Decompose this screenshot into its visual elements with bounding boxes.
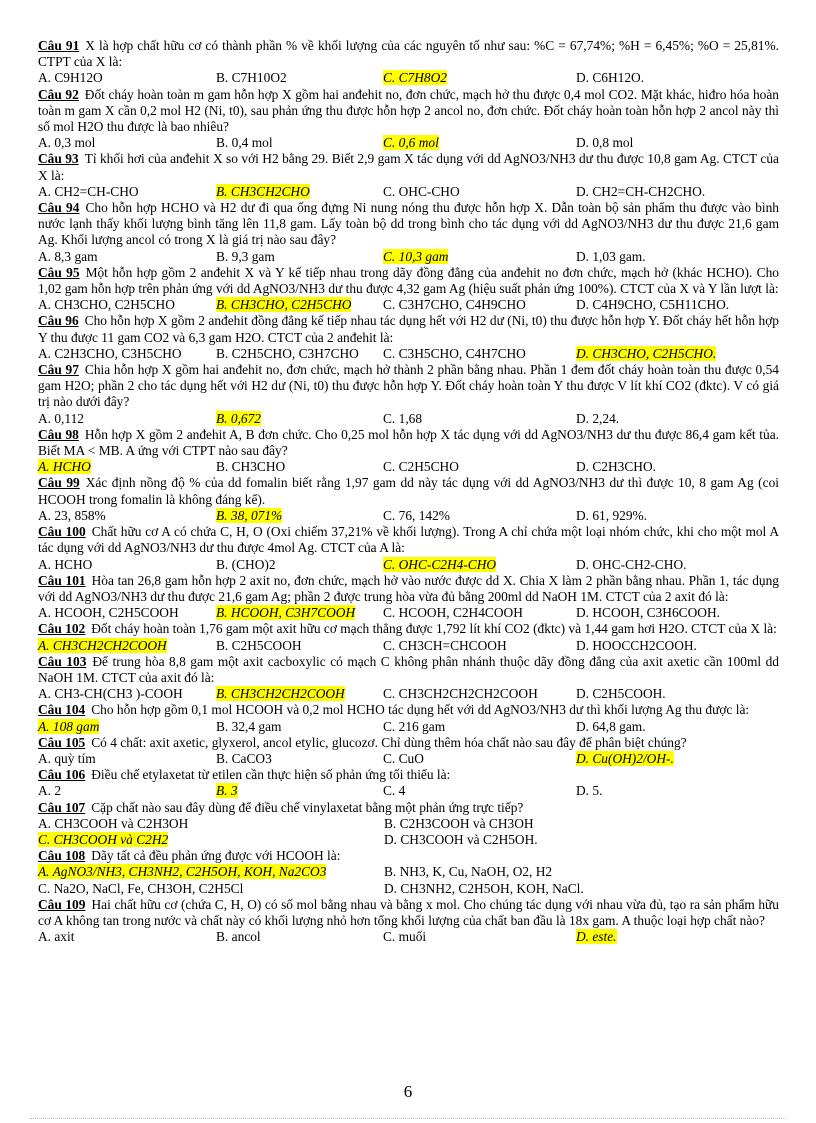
answer-option (38, 719, 216, 735)
question-text: Cho hỗn hợp gồm 0,1 mol HCOOH và 0,2 mol HCHO tác dụng hết với dd AgNO3/NH3 dư thì khối lượng Ag thu được là: (91, 702, 750, 718)
question-number: Câu 92 (38, 86, 79, 102)
answer-option (384, 832, 730, 848)
answer-option (38, 346, 216, 362)
question-93 (38, 151, 779, 200)
answer-option (38, 929, 216, 945)
option-text: D. HCOOH, C3H6COOH. (576, 605, 720, 621)
correct-answer-highlight: C. 10,3 gam (383, 248, 449, 264)
correct-answer-highlight: B. CH3CH2CH2COOH (216, 686, 345, 702)
answer-option (576, 508, 779, 524)
question-91 (38, 38, 779, 87)
answer-option (576, 751, 779, 767)
option-text: B. CaCO3 (216, 750, 272, 766)
question-98 (38, 427, 779, 476)
answer-option (576, 297, 779, 313)
answer-option (38, 135, 216, 151)
option-text: B. NH3, K, Cu, NaOH, O2, H2 (384, 864, 553, 880)
correct-answer-highlight: C. CH3COOH và C2H2 (38, 831, 169, 847)
option-text: D. 0,8 mol (576, 135, 634, 151)
question-number: Câu 93 (38, 151, 79, 167)
question-number: Câu 91 (38, 38, 80, 53)
question-96 (38, 313, 779, 362)
option-text: B. 32,4 gam (216, 718, 282, 734)
question-102 (38, 621, 779, 653)
option-text: A. 0,3 mol (38, 135, 96, 151)
question-number: Câu 98 (38, 426, 79, 442)
answer-option (383, 297, 576, 313)
question-text: Cặp chất nào sau đây dùng để điều chế vinylaxetat bằng một phản ứng trực tiếp? (91, 799, 524, 815)
correct-answer-highlight: B. 38, 071% (216, 507, 283, 523)
correct-answer-highlight: B. CH3CHO, C2H5CHO (216, 297, 352, 313)
answer-option (383, 459, 576, 475)
question-text: X là hợp chất hữu cơ có thành phần % về khối lượng của các nguyên tố như sau: %C = 67,74%; %H = 6,45%; %O = 25,81%. CTPT của X là: (38, 38, 779, 70)
answer-option (216, 719, 383, 735)
question-number: Câu 106 (38, 767, 86, 783)
answer-option (216, 686, 383, 702)
option-text: C. 1,68 (383, 410, 423, 426)
question-text: Cho hỗn hợp X gồm 2 anđehit đồng đẳng kế tiếp nhau tác dụng hết với H2 dư (Ni, t0) thu được hỗn hợp Y. Đốt cháy hết hỗn hợp Y thu được 11 gam CO2 và 6,3 gam H2O. CTCT của 2 anđehit là: (38, 313, 779, 345)
question-109 (38, 897, 779, 946)
option-text: A. HCOOH, C2H5COOH (38, 605, 179, 621)
option-text: B. (CHO)2 (216, 556, 276, 572)
question-list (38, 38, 779, 945)
option-text: B. CH3CHO (216, 459, 286, 475)
option-text: C. 4 (383, 783, 406, 799)
option-text: C. OHC-CHO (383, 183, 460, 199)
option-text: C. HCOOH, C2H4COOH (383, 605, 523, 621)
option-text: A. 0,112 (38, 410, 84, 426)
answer-option (38, 557, 216, 573)
option-text: D. 2,24. (576, 410, 620, 426)
option-text: A. 23, 858% (38, 507, 106, 523)
answer-option (38, 751, 216, 767)
answer-option (383, 719, 576, 735)
question-103 (38, 654, 779, 703)
question-94 (38, 200, 779, 265)
answer-option (383, 751, 576, 767)
option-text: C. CuO (383, 750, 424, 766)
answer-option (216, 459, 383, 475)
answer-option (576, 605, 779, 621)
answer-option (216, 929, 383, 945)
option-text: C. CH3CH=CHCOOH (383, 637, 507, 653)
question-92 (38, 87, 779, 152)
option-text: D. C4H9CHO, C5H11CHO. (576, 297, 730, 313)
question-number: Câu 99 (38, 475, 80, 491)
answer-option (576, 135, 779, 151)
question-number: Câu 95 (38, 264, 80, 280)
page-number: 6 (403, 1082, 413, 1101)
answer-option (38, 249, 216, 265)
answer-option (38, 686, 216, 702)
answer-option (216, 297, 383, 313)
answer-option (383, 346, 576, 362)
answer-option (216, 249, 383, 265)
option-text: A. CH3CHO, C2H5CHO (38, 297, 175, 313)
question-number: Câu 108 (38, 848, 86, 864)
option-text: C. 76, 142% (383, 507, 450, 523)
option-text: C. C3H7CHO, C4H9CHO (383, 297, 526, 313)
answer-option (38, 783, 216, 799)
option-text: D. CH3NH2, C2H5OH, KOH, NaCl. (384, 880, 584, 896)
correct-answer-highlight: A. CH3CH2CH2COOH (38, 637, 167, 653)
option-text: D. C2H5COOH. (576, 686, 666, 702)
answer-option (383, 135, 576, 151)
option-text: D. 5. (576, 783, 603, 799)
answer-option (383, 605, 576, 621)
question-text: Đốt cháy hoàn toàn m gam hỗn hợp X gồm hai anđehit no, đơn chức, mạch hở thu được 0,4 mol CO2. Mặt khác, hiđro hóa hoàn toàn m gam X cần 0,2 mol H2 (Ni, t0), sau phản ứng thu được hỗn hợp 2 ancol no, đơn chức. Đốt cháy hoàn toàn hỗn hợp 2 ancol này thì số mol H2O thu được là bao nhiêu? (38, 86, 779, 135)
question-number: Câu 102 (38, 621, 86, 637)
answer-option (383, 557, 576, 573)
answer-option (383, 508, 576, 524)
answer-option (38, 605, 216, 621)
question-text: Tỉ khối hơi của anđehit X so với H2 bằng 29. Biết 2,9 gam X tác dụng với dd AgNO3/NH3 dư thu được 10,8 gam Ag. CTCT của X là: (38, 151, 779, 183)
option-text: D. C2H3CHO. (576, 459, 656, 475)
answer-option (216, 346, 383, 362)
answer-option (216, 135, 383, 151)
correct-answer-highlight: D. CH3CHO, C2H5CHO. (576, 345, 717, 361)
option-text: D. CH3COOH và C2H5OH. (384, 831, 538, 847)
question-number: Câu 105 (38, 734, 86, 750)
option-text: A. C2H3CHO, C3H5CHO (38, 345, 182, 361)
option-text: C. Na2O, NaCl, Fe, CH3OH, C2H5Cl (38, 880, 244, 896)
answer-option (216, 751, 383, 767)
answer-option (576, 929, 779, 945)
answer-option (576, 459, 779, 475)
answer-option (576, 719, 779, 735)
answer-option (576, 184, 779, 200)
option-text: A. 2 (38, 783, 62, 799)
option-text: D. 64,8 gam. (576, 718, 646, 734)
option-text: A. 8,3 gam (38, 248, 98, 264)
answer-option (38, 411, 216, 427)
question-text: Chia hỗn hợp X gồm hai anđehit no, đơn chức, mạch hở thành 2 phần bằng nhau. Phần 1 đem đốt cháy hoàn toàn thu được 0,54 gam H2O; phần 2 cho tác dụng hết với H2 dư (Ni, t0) thu được hỗn hợp Y. Đốt cháy hoàn toàn Y thu được V lít khí CO2 (đktc). V có giá trị nào dưới đây? (38, 362, 779, 410)
question-number: Câu 96 (38, 313, 79, 329)
option-text: A. quỳ tím (38, 750, 96, 766)
correct-answer-highlight: B. CH3CH2CHO (216, 183, 310, 199)
answer-option (38, 508, 216, 524)
question-text: Xác định nồng độ % của dd fomalin biết rằng 1,97 gam dd này tác dụng với dd AgNO3/NH3 dư thì được 10, 8 gam Ag (coi HCOOH trong fomalin là không đáng kể). (38, 475, 779, 507)
correct-answer-highlight: B. HCOOH, C3H7COOH (216, 605, 356, 621)
question-95 (38, 265, 779, 314)
option-text: A. CH3COOH và C2H3OH (38, 815, 189, 831)
answer-option (216, 411, 383, 427)
answer-option (383, 70, 576, 86)
question-text: Hỗn hợp X gồm 2 anđehit A, B đơn chức. Cho 0,25 mol hỗn hợp X tác dụng với dd AgNO3/NH3 dư thu được 86,4 gam kết tủa. Biết MA < MB. A ứng với CTPT nào sau đây? (38, 426, 779, 459)
correct-answer-highlight: C. OHC-C2H4-CHO (383, 556, 497, 572)
answer-option (38, 638, 216, 654)
answer-option (383, 638, 576, 654)
correct-answer-highlight: B. 0,672 (216, 410, 262, 426)
question-text: Điều chế etylaxetat từ etilen cần thực hiện số phản ứng tối thiểu là: (91, 767, 451, 783)
question-text: Một hỗn hợp gồm 2 anđehit X và Y kế tiếp nhau trong dãy đồng đẳng của anđehit no đơn chức, mạch hở (khác HCHO). Cho 1,02 gam hỗn hợp trên phản ứng với dd AgNO3/NH3 dư thu được 4,32 gam Ag (hiệu suất phản ứng 100%). CTCT của X và Y lần lượt là: (38, 264, 779, 297)
correct-answer-highlight: D. Cu(OH)2/OH-. (576, 750, 674, 766)
option-text: D. C6H12O. (576, 70, 645, 86)
answer-option (38, 864, 384, 880)
option-text: C. C3H5CHO, C4H7CHO (383, 345, 526, 361)
question-99 (38, 475, 779, 524)
answer-option (576, 638, 779, 654)
answer-option (38, 459, 216, 475)
correct-answer-highlight: A. AgNO3/NH3, CH3NH2, C2H5OH, KOH, Na2CO3 (38, 864, 327, 880)
answer-option (38, 832, 384, 848)
question-number: Câu 109 (38, 896, 86, 912)
answer-option (576, 70, 779, 86)
question-number: Câu 97 (38, 362, 79, 378)
correct-answer-highlight: A. 108 gam (38, 718, 100, 734)
question-number: Câu 104 (38, 702, 86, 718)
answer-option (383, 249, 576, 265)
option-text: B. C2H5CHO, C3H7CHO (216, 345, 359, 361)
answer-option (216, 508, 383, 524)
answer-option (383, 929, 576, 945)
option-text: D. CH2=CH-CH2CHO. (576, 183, 706, 199)
answer-option (383, 411, 576, 427)
answer-option (576, 249, 779, 265)
answer-option (576, 557, 779, 573)
question-101 (38, 573, 779, 622)
question-number: Câu 107 (38, 799, 86, 815)
answer-option (384, 816, 730, 832)
correct-answer-highlight: C. 0,6 mol (383, 135, 439, 151)
answer-option (216, 184, 383, 200)
question-text: Hòa tan 26,8 gam hỗn hợp 2 axit no, đơn chức, mạch hở vào nước được dd X. Chia X làm 2 phần bằng nhau. Phần 1, tác dụng với dd AgNO3/NH3 dư thu được 21,6 gam Ag; phần 2 được trung hòa vừa đủ bằng 200ml dd NaOH 1M. CTCT của 2 axit đó là: (38, 572, 779, 604)
question-text: Cho hỗn hợp HCHO và H2 dư đi qua ống đựng Ni nung nóng thu được hỗn hợp X. Dẫn toàn bộ sản phẩm thu được vào bình nước lạnh thấy khối lượng bình tăng lên 11,8 gam. Lấy toàn bộ dd trong bình cho tác dụng với dd AgNO3/NH3 dư thu được 21,6 gam Ag. Khối lượng ancol có trong X là giá trị nào sau đây? (38, 200, 779, 248)
answer-option (38, 816, 384, 832)
option-text: A. CH2=CH-CHO (38, 183, 139, 199)
question-108 (38, 848, 779, 897)
answer-option (216, 605, 383, 621)
option-text: B. C2H5COOH (216, 637, 302, 653)
question-97 (38, 362, 779, 427)
answer-option (38, 297, 216, 313)
answer-option (216, 638, 383, 654)
option-text: C. muối (383, 929, 427, 945)
question-text: Có 4 chất: axit axetic, glyxerol, ancol etylic, glucozơ. Chỉ dùng thêm hóa chất nào sau đây để phân biệt chúng? (91, 734, 687, 750)
answer-option (216, 70, 383, 86)
question-105 (38, 735, 779, 767)
option-text: B. C7H10O2 (216, 70, 287, 86)
option-text: A. axit (38, 929, 75, 945)
answer-option (576, 411, 779, 427)
answer-option (383, 686, 576, 702)
option-text: D. OHC-CH2-CHO. (576, 556, 687, 572)
answer-option (216, 557, 383, 573)
option-text: C. C2H5CHO (383, 459, 459, 475)
answer-option (383, 783, 576, 799)
option-text: B. ancol (216, 929, 261, 945)
correct-answer-highlight: C. C7H8O2 (383, 70, 447, 86)
answer-option (384, 881, 730, 897)
option-text: A. CH3-CH(CH3 )-COOH (38, 686, 183, 702)
question-text: Dãy tất cả đều phản ứng được với HCOOH là: (91, 848, 341, 864)
option-text: C. CH3CH2CH2CH2COOH (383, 686, 538, 702)
correct-answer-highlight: D. este. (576, 929, 617, 945)
question-text: Đốt cháy hoàn toàn 1,76 gam một axit hữu cơ mạch thẳng được 1,792 lít khí CO2 (đktc) và 1,44 gam hơi H2O. CTCT của X là: (91, 621, 777, 637)
answer-option (576, 686, 779, 702)
question-104 (38, 702, 779, 734)
question-text: Để trung hòa 8,8 gam một axit cacboxylic có mạch C không phân nhánh thuộc dãy đồng đẳng của axit axetic cần 100ml dd NaOH 1M. CTCT của axit đó là: (38, 653, 779, 685)
page-bottom-border (30, 1118, 786, 1119)
answer-option (38, 184, 216, 200)
question-number: Câu 101 (38, 572, 86, 588)
option-text: A. C9H12O (38, 70, 103, 86)
question-text: Hai chất hữu cơ (chứa C, H, O) có số mol bằng nhau và bằng x mol. Cho chúng tác dụng với nhau vừa đủ, tạo ra sản phẩm hữu cơ A không tan trong nước và chất này có khối lượng nhỏ hơn tổng khối lượng của chất ban đầu là 18x gam. A thuộc loại hợp chất nào? (38, 896, 779, 928)
question-106 (38, 767, 779, 799)
question-text: Chất hữu cơ A có chứa C, H, O (Oxi chiếm 37,21% về khối lượng). Trong A chỉ chứa một loại nhóm chức, khi cho một mol A tác dụng với dd AgNO3/NH3 dư thu được 4mol Ag. CTCT của A là: (38, 524, 780, 556)
question-number: Câu 100 (38, 524, 86, 540)
answer-option (383, 184, 576, 200)
answer-option (384, 864, 730, 880)
option-text: C. 216 gam (383, 718, 446, 734)
option-text: D. 1,03 gam. (576, 248, 646, 264)
answer-option (38, 70, 216, 86)
option-text: D. HOOCCH2COOH. (576, 637, 697, 653)
question-107 (38, 800, 779, 849)
answer-option (38, 881, 384, 897)
option-text: D. 61, 929%. (576, 507, 648, 523)
question-number: Câu 94 (38, 200, 80, 216)
correct-answer-highlight: A. HCHO (38, 459, 91, 475)
answer-option (576, 783, 779, 799)
option-text: B. 9,3 gam (216, 248, 275, 264)
option-text: B. 0,4 mol (216, 135, 273, 151)
option-text: B. C2H3COOH và CH3OH (384, 815, 534, 831)
question-number: Câu 103 (38, 653, 87, 669)
option-text: A. HCHO (38, 556, 93, 572)
correct-answer-highlight: B. 3 (216, 783, 238, 799)
answer-option (576, 346, 779, 362)
question-100 (38, 524, 779, 573)
answer-option (216, 783, 383, 799)
